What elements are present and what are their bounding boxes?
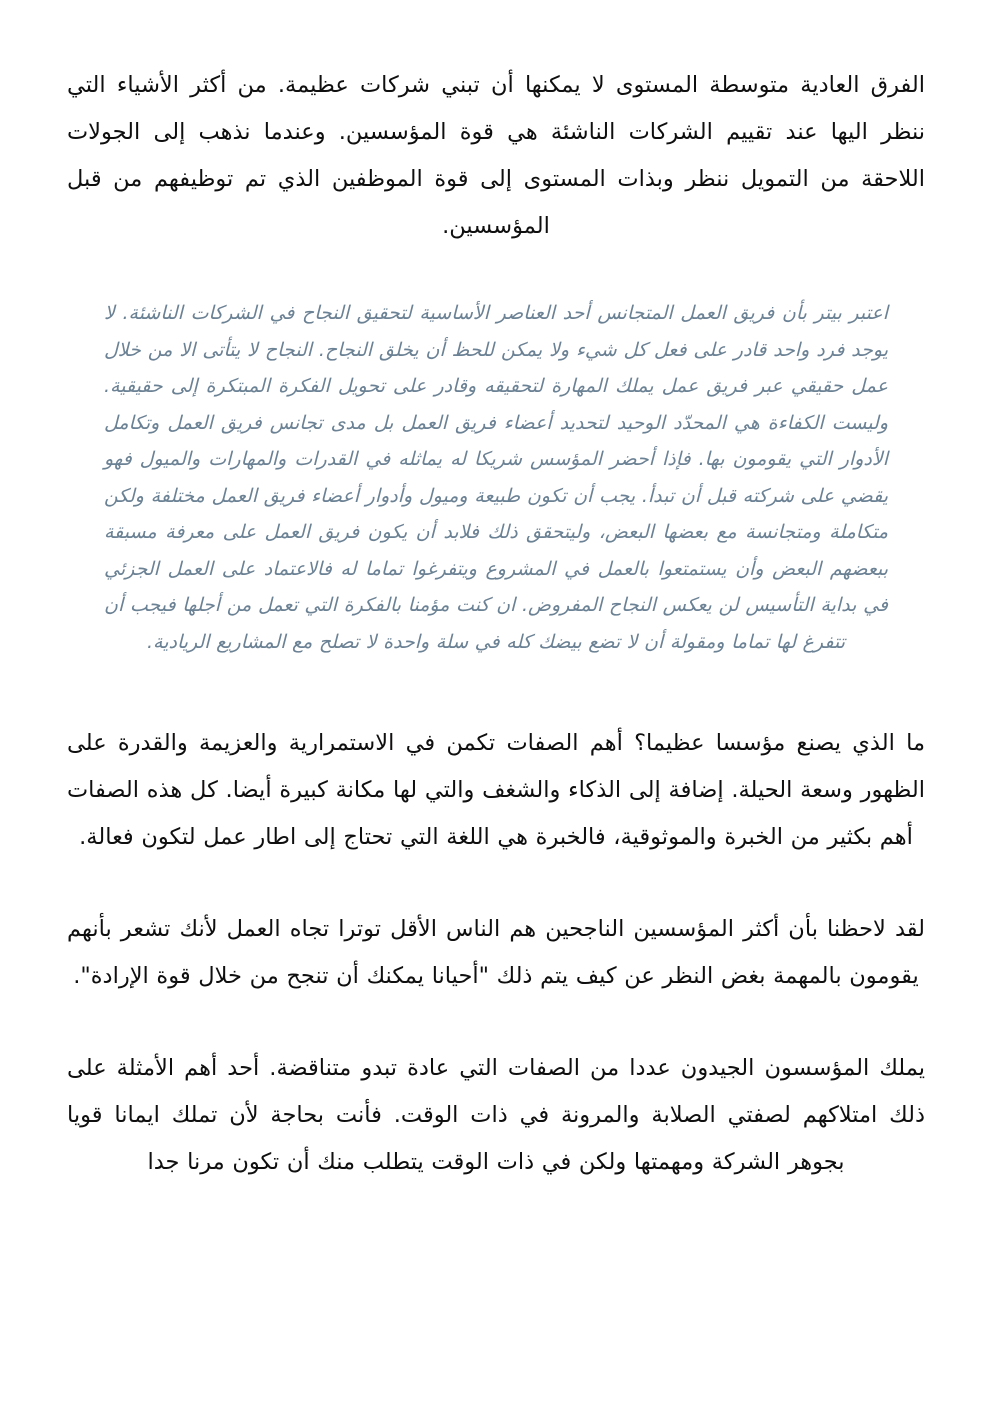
paragraph-intro: الفرق العادية متوسطة المستوى لا يمكنها أن تبني شركات عظيمة. من أكثر الأشياء التي ننظر اليها عند تقييم الشركات الناشئة هي قوة المؤسسين. وعندما نذهب إلى الجولات اللاحقة من التمويل ننظر وبذات المستوى إلى قوة الموظفين الذي تم توظيفهم من قبل المؤسسين. bbox=[67, 72, 925, 239]
paragraph-founder-traits: ما الذي يصنع مؤسسا عظيما؟ أهم الصفات تكمن في الاستمرارية والعزيمة والقدرة على الظهور وسعة الحيلة. إضافة إلى الذكاء والشغف والتي لها مكانة كبيرة أيضا. كل هذه الصفات أهم بكثير من الخبرة والموثوقية، فالخبرة هي اللغة التي تحتاج إلى اطار عمل لتكون فعالة. bbox=[67, 730, 925, 850]
paragraph-contradictory-traits: يملك المؤسسون الجيدون عددا من الصفات التي عادة تبدو متناقضة. أحد أهم الأمثلة على ذلك امتلاكهم لصفتي الصلابة والمرونة في ذات الوقت. فأنت بحاجة لأن تملك ايمانا قويا بجوهر الشركة ومهمتها ولكن في ذات الوقت يتطلب منك أن تكون مرنا جدا bbox=[67, 1055, 925, 1175]
spacer-before-stress bbox=[67, 885, 925, 906]
paragraph-founder-stress: لقد لاحظنا بأن أكثر المؤسسين الناجحين هم الناس الأقل توترا تجاه العمل لأنك تشعر بأنهم يقومون بالمهمة بغض النظر عن كيف يتم ذلك "أحيانا يمكنك أن تنجح من خلال قوة الإرادة". bbox=[67, 916, 925, 989]
spacer-after-quote bbox=[67, 660, 925, 720]
spacer-after-intro bbox=[67, 250, 925, 295]
quote-block-peter: اعتبر بيتر بأن فريق العمل المتجانس أحد العناصر الأساسية لتحقيق النجاح في الشركات الناشئة. لا يوجد فرد واحد قادر على فعل كل شيء ولا يمكن للحظ أن يخلق النجاح. النجاح لا يتأتى الا من خلال عمل حقيقي عبر فريق عمل يملك المهارة لتحقيقه وقادر على تحويل الفكرة المبتكرة إلى حقيقية. وليست الكفاءة هي المحدّد الوحيد لتحديد أعضاء فريق العمل بل مدى تجانس فريق العمل وتكامل الأدوار التي يقومون بها. فإذا أحضر المؤسس شريكا له يماثله في القدرات والمهارات والميول فهو يقضي على شركته قبل أن تبدأ. يجب أن تكون طبيعة وميول وأدوار أعضاء فريق العمل مختلفة ولكن متكاملة ومتجانسة مع بعضها البعض، وليتحقق ذلك فلابد أن يكون فريق العمل على معرفة مسبقة ببعضهم البعض وأن يستمتعوا بالعمل في المشروع ويتفرغوا تماما له فالاعتماد على العمل الجزئي في بداية التأسيس لن يعكس النجاح المفروض. ان كنت مؤمنا بالفكرة التي تعمل من أجلها فيجب أن تتفرغ لها تماما ومقولة أن لا تضع بيضك كله في سلة واحدة لا تصلح مع المشاريع الريادية. bbox=[104, 302, 888, 653]
spacer-before-contradictory bbox=[67, 1024, 925, 1045]
